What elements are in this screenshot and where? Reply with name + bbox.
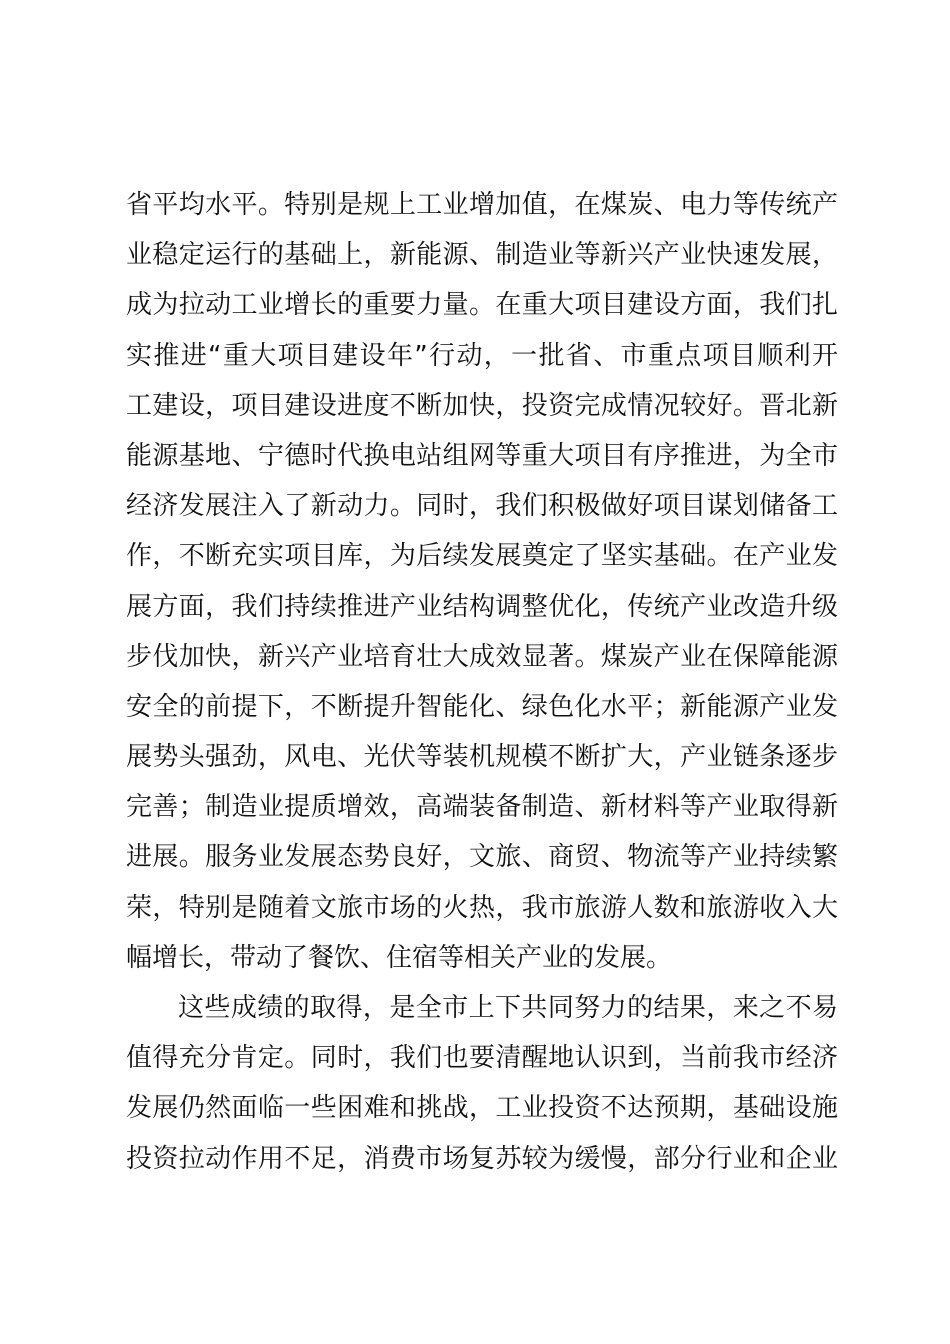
text-line: 业稳定运行的基础上，新能源、制造业等新兴产业快速发展， — [126, 240, 838, 271]
text-line: 省平均水平。特别是规上工业增加值，在煤炭、电力等传统产 — [126, 190, 838, 220]
paragraph-1 — [126, 180, 838, 983]
text-line: 值得充分肯定。同时，我们也要清醒地认识到，当前我市经济 — [126, 1043, 838, 1074]
text-line: 展势头强劲，风电、光伏等装机规模不断扩大，产业链条逐步 — [126, 742, 838, 773]
text-line: 经济发展注入了新动力。同时，我们积极做好项目谋划储备工 — [126, 491, 838, 522]
text-line: 能源基地、宁德时代换电站组网等重大项目有序推进，为全市 — [126, 440, 838, 471]
text-line: 展方面，我们持续推进产业结构调整优化，传统产业改造升级 — [126, 591, 838, 622]
text-line: 安全的前提下，不断提升智能化、绿色化水平；新能源产业发 — [126, 691, 838, 722]
text-line: 实推进“重大项目建设年”行动，一批省、市重点项目顺利开 — [126, 340, 838, 371]
paragraph-2 — [126, 983, 838, 1184]
text-line: 进展。服务业发展态势良好，文旅、商贸、物流等产业持续繁 — [126, 842, 838, 873]
text-line: 幅增长，带动了餐饮、住宿等相关产业的发展。 — [126, 942, 673, 973]
text-line: 工建设，项目建设进度不断加快，投资完成情况较好。晋北新 — [126, 390, 838, 421]
text-line: 作，不断充实项目库，为后续发展奠定了坚实基础。在产业发 — [126, 541, 838, 572]
text-line: 发展仍然面临一些困难和挑战，工业投资不达预期，基础设施 — [126, 1093, 838, 1124]
text-line: 荣，特别是随着文旅市场的火热，我市旅游人数和旅游收入大 — [126, 892, 838, 923]
text-line: 完善；制造业提质增效，高端装备制造、新材料等产业取得新 — [126, 792, 838, 823]
document-body — [126, 180, 838, 1184]
text-line: 成为拉动工业增长的重要力量。在重大项目建设方面，我们扎 — [126, 290, 838, 321]
text-line: 这些成绩的取得，是全市上下共同努力的结果，来之不易 — [178, 993, 838, 1023]
text-line: 投资拉动作用不足，消费市场复苏较为缓慢，部分行业和企业 — [126, 1143, 838, 1174]
text-line: 步伐加快，新兴产业培育壮大成效显著。煤炭产业在保障能源 — [126, 641, 838, 672]
